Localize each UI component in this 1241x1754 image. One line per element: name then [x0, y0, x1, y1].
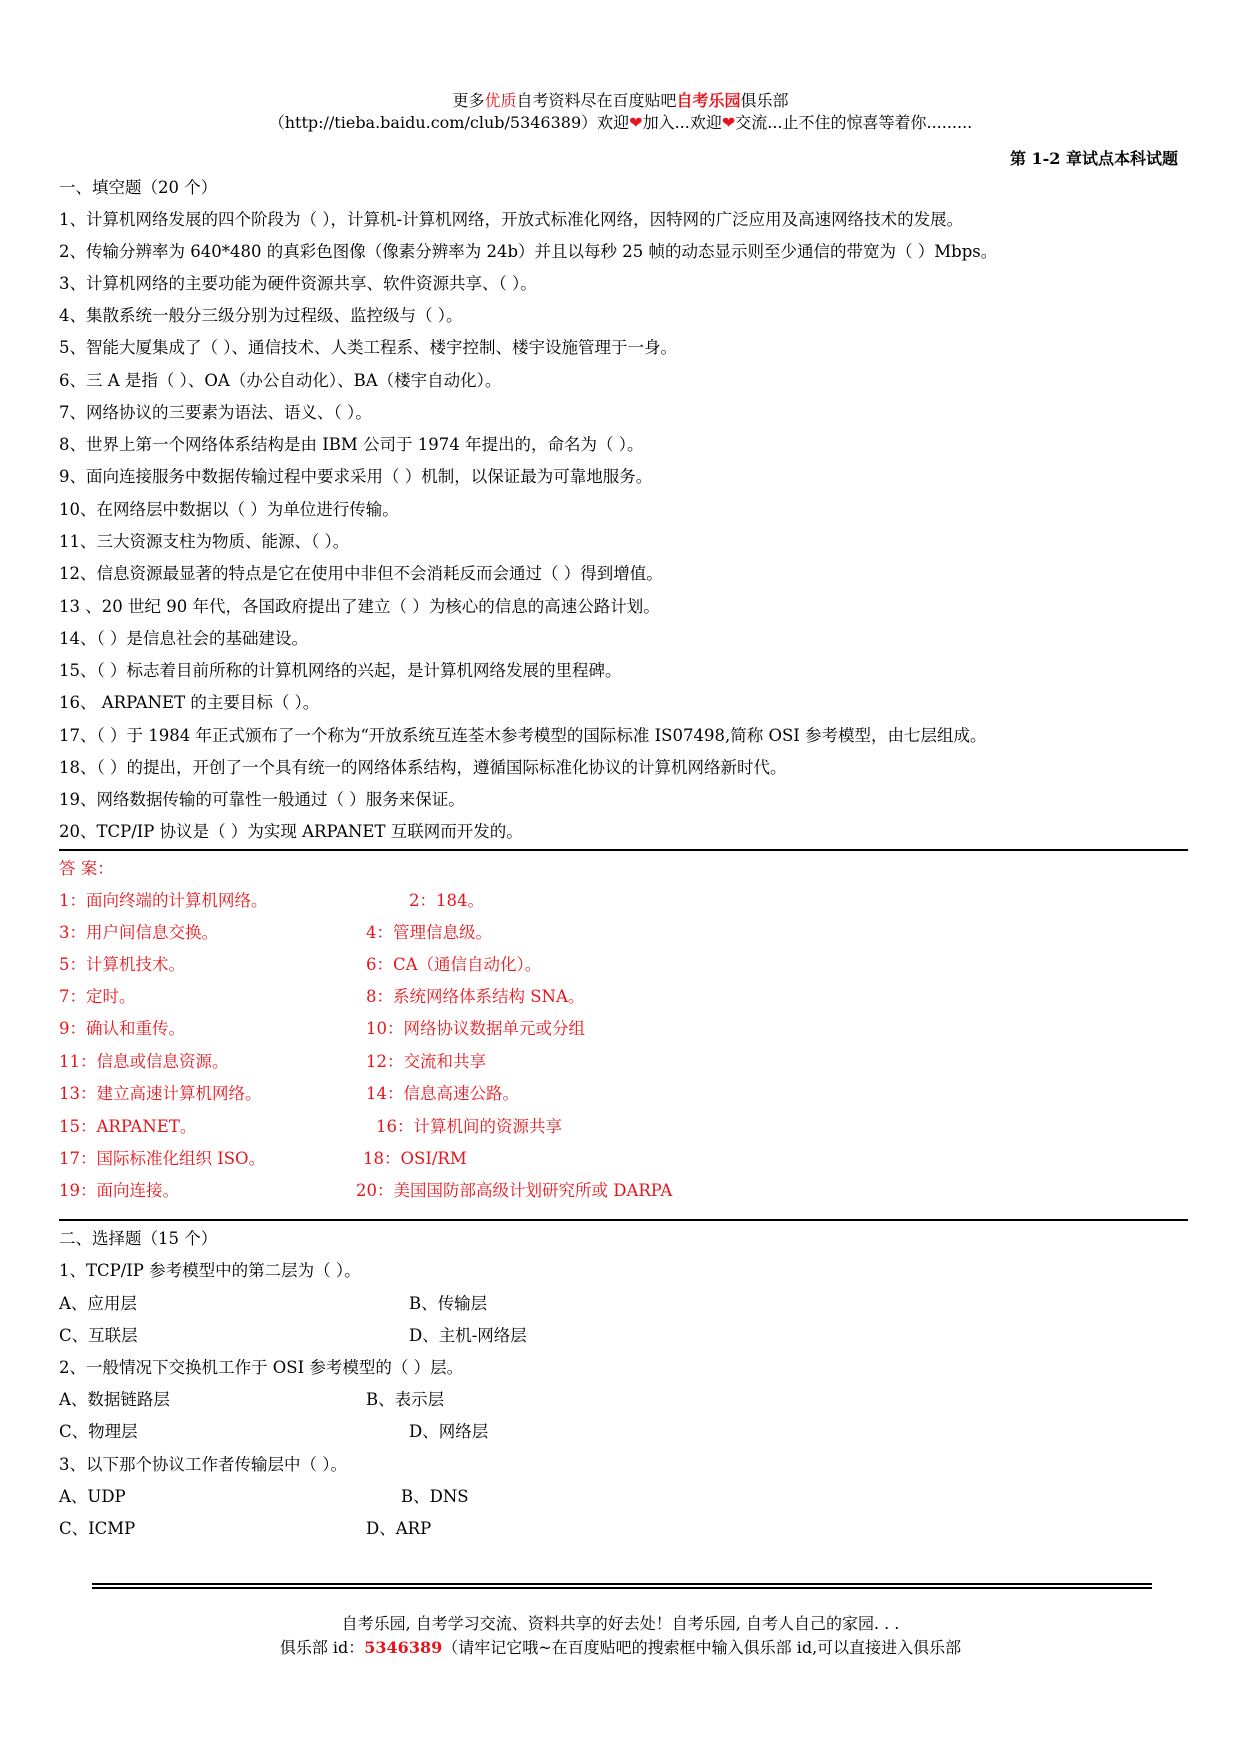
- answer-item: 2：184。: [409, 891, 484, 910]
- option: B、传输层: [409, 1294, 488, 1313]
- question: 2、传输分辨率为 640*480 的真彩色图像（像素分辨率为 24b）并且以每秒 25 帧的动态显示则至少通信的带宽为（ ）Mbps。: [59, 242, 998, 261]
- question: 14、（ ）是信息社会的基础建设。: [59, 629, 308, 648]
- promo-highlight: 优质: [484, 91, 517, 110]
- promo-link-text: （http://tieba.baidu.com/club/5346389）欢迎: [268, 113, 630, 132]
- question: 1、计算机网络发展的四个阶段为（ ），计算机-计算机网络，开放式标准化网络，因特网的广泛应用及高速网络技术的发展。: [59, 210, 964, 229]
- footer-line-1: 自考乐园, 自考学习交流、资料共享的好去处！自考乐园, 自考人自己的家园. . .: [341, 1614, 900, 1633]
- answer-item: 16：计算机间的资源共享: [376, 1117, 562, 1136]
- option: A、数据链路层: [59, 1390, 170, 1409]
- option: D、网络层: [409, 1422, 489, 1441]
- answer-item: 1：面向终端的计算机网络。: [59, 891, 268, 910]
- section-title: 二、选择题（15 个）: [59, 1229, 218, 1248]
- answer-item: 20：美国国防部高级计划研究所或 DARPA: [356, 1181, 673, 1200]
- promo-text: 更多: [452, 91, 485, 110]
- option: C、互联层: [59, 1326, 138, 1345]
- chapter-title: 第 1-2 章试点本科试题: [1009, 149, 1178, 168]
- answer-item: 14：信息高速公路。: [366, 1084, 519, 1103]
- question: 18、（ ）的提出，开创了一个具有统一的网络体系结构，遵循国际标准化协议的计算机网络新时代。: [59, 758, 787, 777]
- promo-text: 交流...止不住的惊喜等着你.........: [735, 113, 973, 132]
- divider: [59, 849, 1188, 851]
- promo-footer: [0, 1612, 1241, 1660]
- promo-header: [0, 90, 1241, 134]
- answer-item: 10：网络协议数据单元或分组: [366, 1019, 585, 1038]
- option: A、应用层: [59, 1294, 137, 1313]
- question: 2、一般情况下交换机工作于 OSI 参考模型的（ ）层。: [59, 1358, 464, 1377]
- answer-item: 6：CA（通信自动化）。: [366, 955, 542, 974]
- promo-line-1: [0, 90, 1241, 112]
- answer-item: 3：用户间信息交换。: [59, 923, 218, 942]
- question: 20、TCP/IP 协议是（ ）为实现 ARPANET 互联网而开发的。: [59, 822, 523, 841]
- answer-item: 8：系统网络体系结构 SNA。: [366, 987, 585, 1006]
- divider: [59, 1219, 1188, 1221]
- promo-line-2: [0, 112, 1241, 134]
- answers-title: 答 案：: [59, 859, 114, 878]
- question: 8、世界上第一个网络体系结构是由 IBM 公司于 1974 年提出的，命名为（ ）。: [59, 435, 644, 454]
- option: C、物理层: [59, 1422, 138, 1441]
- question: 6、三 A 是指（ ）、OA（办公自动化）、BA（楼宇自动化）。: [59, 371, 502, 390]
- question: 12、信息资源最显著的特点是它在使用中非但不会消耗反而会通过（ ）得到增值。: [59, 564, 663, 583]
- question: 10、在网络层中数据以（ ）为单位进行传输。: [59, 500, 399, 519]
- option: B、DNS: [401, 1487, 469, 1506]
- question: 15、（ ）标志着目前所称的计算机网络的兴起，是计算机网络发展的里程碑。: [59, 661, 622, 680]
- answer-item: 5：计算机技术。: [59, 955, 185, 974]
- heart-icon: ❤: [721, 113, 736, 132]
- option: D、主机-网络层: [409, 1326, 527, 1345]
- option: B、表示层: [366, 1390, 445, 1409]
- promo-text: 俱乐部: [740, 91, 789, 110]
- answer-item: 13：建立高速计算机网络。: [59, 1084, 262, 1103]
- question: 7、网络协议的三要素为语法、语义、（ ）。: [59, 403, 372, 422]
- option: D、ARP: [366, 1519, 432, 1538]
- promo-text: 自考资料尽在百度贴吧: [516, 91, 677, 110]
- question: 4、集散系统一般分三级分别为过程级、监控级与（ ）。: [59, 306, 463, 325]
- footer-divider: [92, 1583, 1152, 1589]
- answer-item: 19：面向连接。: [59, 1181, 179, 1200]
- option: A、UDP: [59, 1487, 126, 1506]
- answer-item: 9：确认和重传。: [59, 1019, 185, 1038]
- option: C、ICMP: [59, 1519, 136, 1538]
- answer-item: 18：OSI/RM: [363, 1149, 467, 1168]
- question: 5、智能大厦集成了（ ）、通信技术、人类工程系、楼宇控制、楼宇设施管理于一身。: [59, 338, 677, 357]
- question: 1、TCP/IP 参考模型中的第二层为（ ）。: [59, 1261, 361, 1280]
- promo-brand: 自考乐园: [676, 91, 741, 110]
- footer-text: 俱乐部 id：: [279, 1638, 365, 1657]
- question: 3、计算机网络的主要功能为硬件资源共享、软件资源共享、（ ）。: [59, 274, 537, 293]
- footer-line-2: [0, 1636, 1241, 1660]
- footer-text: （请牢记它哦~在百度贴吧的搜索框中输入俱乐部 id,可以直接进入俱乐部: [442, 1638, 962, 1657]
- question: 19、网络数据传输的可靠性一般通过（ ）服务来保证。: [59, 790, 465, 809]
- answer-item: 4：管理信息级。: [366, 923, 492, 942]
- question: 17、（ ）于 1984 年正式颁布了一个称为“开放系统互连荃木参考模型的国际标准 IS07498,简称 OSI 参考模型，由七层组成。: [59, 726, 987, 745]
- answer-item: 12：交流和共享: [366, 1052, 486, 1071]
- section-title: 一、填空题（20 个）: [59, 178, 218, 197]
- question: 13 、20 世纪 90 年代，各国政府提出了建立（ ）为核心的信息的高速公路计划。: [59, 597, 660, 616]
- question: 9、面向连接服务中数据传输过程中要求采用（ ）机制，以保证最为可靠地服务。: [59, 467, 653, 486]
- promo-text: 加入...欢迎: [642, 113, 722, 132]
- question: 11、三大资源支柱为物质、能源、（ ）。: [59, 532, 350, 551]
- answer-item: 11：信息或信息资源。: [59, 1052, 229, 1071]
- club-id: 5346389: [364, 1638, 443, 1657]
- answer-item: 7：定时。: [59, 987, 136, 1006]
- answer-item: 15：ARPANET。: [59, 1117, 197, 1136]
- answer-item: 17：国际标准化组织 ISO。: [59, 1149, 266, 1168]
- question: 16、 ARPANET 的主要目标（ ）。: [59, 693, 320, 712]
- question: 3、以下那个协议工作者传输层中（ ）。: [59, 1455, 347, 1474]
- heart-icon: ❤: [629, 113, 643, 132]
